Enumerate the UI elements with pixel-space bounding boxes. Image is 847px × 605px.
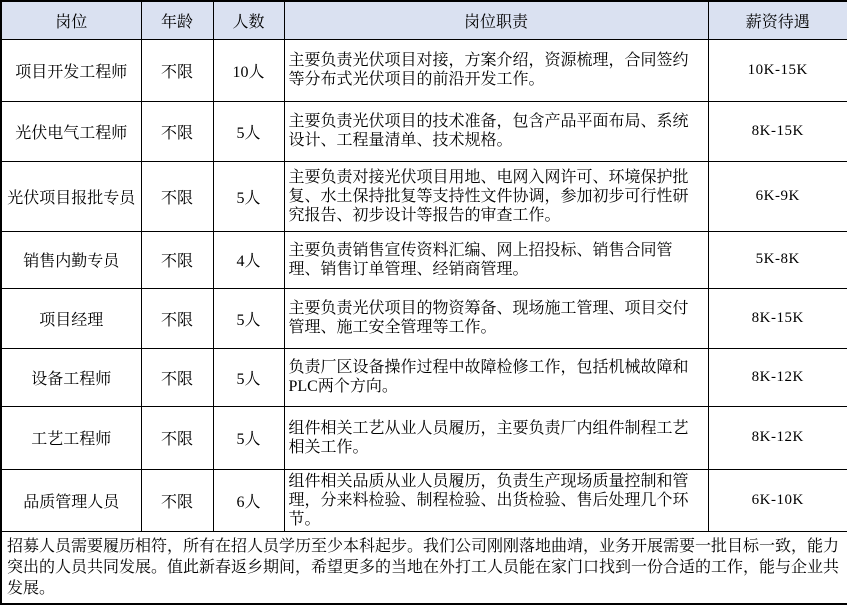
cell-count: 4人	[213, 231, 284, 288]
cell-count: 5人	[213, 348, 284, 406]
cell-position: 设备工程师	[1, 348, 141, 406]
column-header-position: 岗位	[1, 1, 141, 39]
footer-note: 招募人员需要履历相符，所有在招人员学历至少本科起步。我们公司刚刚落地曲靖，业务开展需要一批目标一致，能力突出的人员共同发展。值此新春返乡期间，希望更多的当地在外打工人员能在家门口找到一份合适的工作，能与企业共发展。	[1, 531, 847, 604]
table-row	[1, 406, 847, 469]
table-row	[1, 101, 847, 161]
table-footer-row	[1, 531, 847, 604]
cell-salary: 10K-15K	[708, 39, 847, 101]
table-row	[1, 231, 847, 288]
table-row	[1, 161, 847, 231]
cell-duty: 组件相关工艺从业人员履历，主要负责厂内组件制程工艺相关工作。	[284, 406, 708, 469]
cell-position: 工艺工程师	[1, 406, 141, 469]
column-header-count: 人数	[213, 1, 284, 39]
cell-salary: 8K-15K	[708, 288, 847, 348]
cell-salary: 8K-15K	[708, 101, 847, 161]
cell-age: 不限	[141, 161, 213, 231]
cell-count: 5人	[213, 101, 284, 161]
table-row	[1, 348, 847, 406]
table-row	[1, 39, 847, 101]
cell-age: 不限	[141, 406, 213, 469]
cell-duty: 主要负责对接光伏项目用地、电网入网许可、环境保护批复、水土保持批复等支持性文件协调，参加初步可行性研究报告、初步设计等报告的审查工作。	[284, 161, 708, 231]
cell-count: 5人	[213, 288, 284, 348]
cell-duty: 组件相关品质从业人员履历，负责生产现场质量控制和管理，分来料检验、制程检验、出货检验、售后处理几个环节。	[284, 469, 708, 531]
cell-age: 不限	[141, 348, 213, 406]
cell-duty: 负责厂区设备操作过程中故障检修工作，包括机械故障和PLC两个方向。	[284, 348, 708, 406]
cell-count: 10人	[213, 39, 284, 101]
column-header-age: 年龄	[141, 1, 213, 39]
cell-salary: 5K-8K	[708, 231, 847, 288]
cell-age: 不限	[141, 39, 213, 101]
cell-age: 不限	[141, 101, 213, 161]
cell-duty: 主要负责光伏项目的技术准备，包含产品平面布局、系统设计、工程量清单、技术规格。	[284, 101, 708, 161]
cell-position: 品质管理人员	[1, 469, 141, 531]
table-row	[1, 288, 847, 348]
cell-position: 光伏电气工程师	[1, 101, 141, 161]
cell-age: 不限	[141, 469, 213, 531]
table-row	[1, 469, 847, 531]
cell-age: 不限	[141, 231, 213, 288]
cell-salary: 8K-12K	[708, 348, 847, 406]
table-header-row	[1, 1, 847, 39]
cell-count: 6人	[213, 469, 284, 531]
cell-salary: 6K-9K	[708, 161, 847, 231]
column-header-salary: 薪资待遇	[708, 1, 847, 39]
column-header-duty: 岗位职责	[284, 1, 708, 39]
cell-count: 5人	[213, 161, 284, 231]
cell-salary: 8K-12K	[708, 406, 847, 469]
cell-position: 销售内勤专员	[1, 231, 141, 288]
cell-position: 光伏项目报批专员	[1, 161, 141, 231]
cell-position: 项目开发工程师	[1, 39, 141, 101]
cell-duty: 主要负责光伏项目对接，方案介绍，资源梳理，合同签约等分布式光伏项目的前沿开发工作。	[284, 39, 708, 101]
cell-duty: 主要负责光伏项目的物资筹备、现场施工管理、项目交付管理、施工安全管理等工作。	[284, 288, 708, 348]
cell-position: 项目经理	[1, 288, 141, 348]
cell-duty: 主要负责销售宣传资料汇编、网上招投标、销售合同管理、销售订单管理、经销商管理。	[284, 231, 708, 288]
cell-salary: 6K-10K	[708, 469, 847, 531]
cell-age: 不限	[141, 288, 213, 348]
cell-count: 5人	[213, 406, 284, 469]
